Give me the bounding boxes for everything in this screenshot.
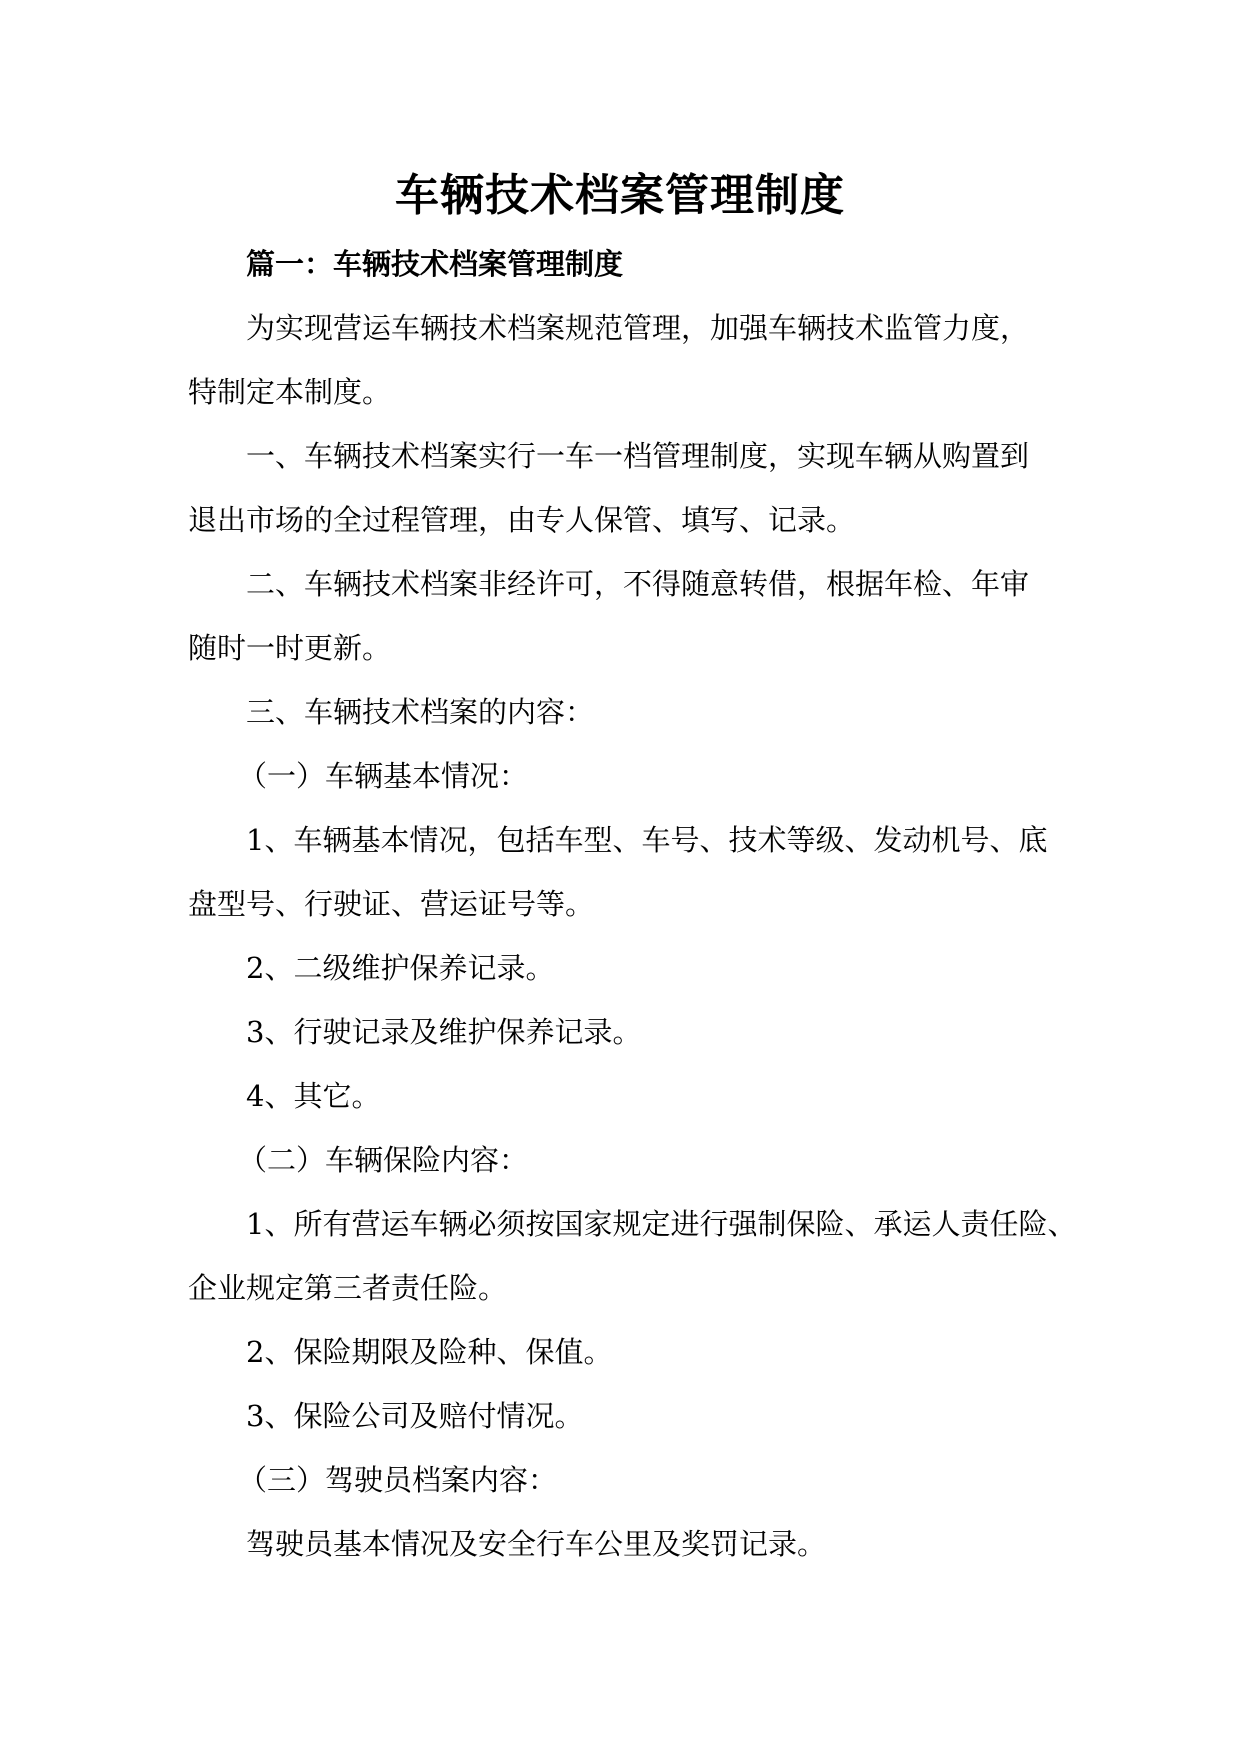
list-item-continuation: 盘型号、行驶证、营运证号等。 [188,887,595,921]
paragraph-line: 三、车辆技术档案的内容： [246,695,595,729]
list-item: 2、保险期限及险种、保值。 [246,1335,613,1369]
paragraph-line: 特制定本制度。 [188,375,392,409]
list-item: 1、所有营运车辆必须按国家规定进行强制保险、承运人责任险、 [246,1207,1077,1241]
list-item: 3、行驶记录及维护保养记录。 [246,1015,642,1049]
list-item: 4、其它。 [246,1079,381,1113]
list-item: 2、二级维护保养记录。 [246,951,555,985]
paragraph-line: 驾驶员基本情况及安全行车公里及奖罚记录。 [246,1527,827,1561]
list-item: 1、车辆基本情况，包括车型、车号、技术等级、发动机号、底 [246,823,1048,857]
list-item-continuation: 企业规定第三者责任险。 [188,1271,508,1305]
paragraph-line: 随时一时更新。 [188,631,392,665]
section-heading: 篇一：车辆技术档案管理制度 [246,247,624,281]
document-title: 车辆技术档案管理制度 [395,170,845,221]
list-item: 3、保险公司及赔付情况。 [246,1399,584,1433]
paragraph-line: 二、车辆技术档案非经许可，不得随意转借，根据年检、年审 [246,567,1030,601]
paragraph-line: 一、车辆技术档案实行一车一档管理制度，实现车辆从购置到 [246,439,1030,473]
subsection-heading: （一）车辆基本情况： [238,759,529,793]
paragraph-line: 退出市场的全过程管理，由专人保管、填写、记录。 [188,503,856,537]
subsection-heading: （三）驾驶员档案内容： [238,1463,558,1497]
paragraph-line: 为实现营运车辆技术档案规范管理，加强车辆技术监管力度， [246,311,1030,345]
subsection-heading: （二）车辆保险内容： [238,1143,529,1177]
